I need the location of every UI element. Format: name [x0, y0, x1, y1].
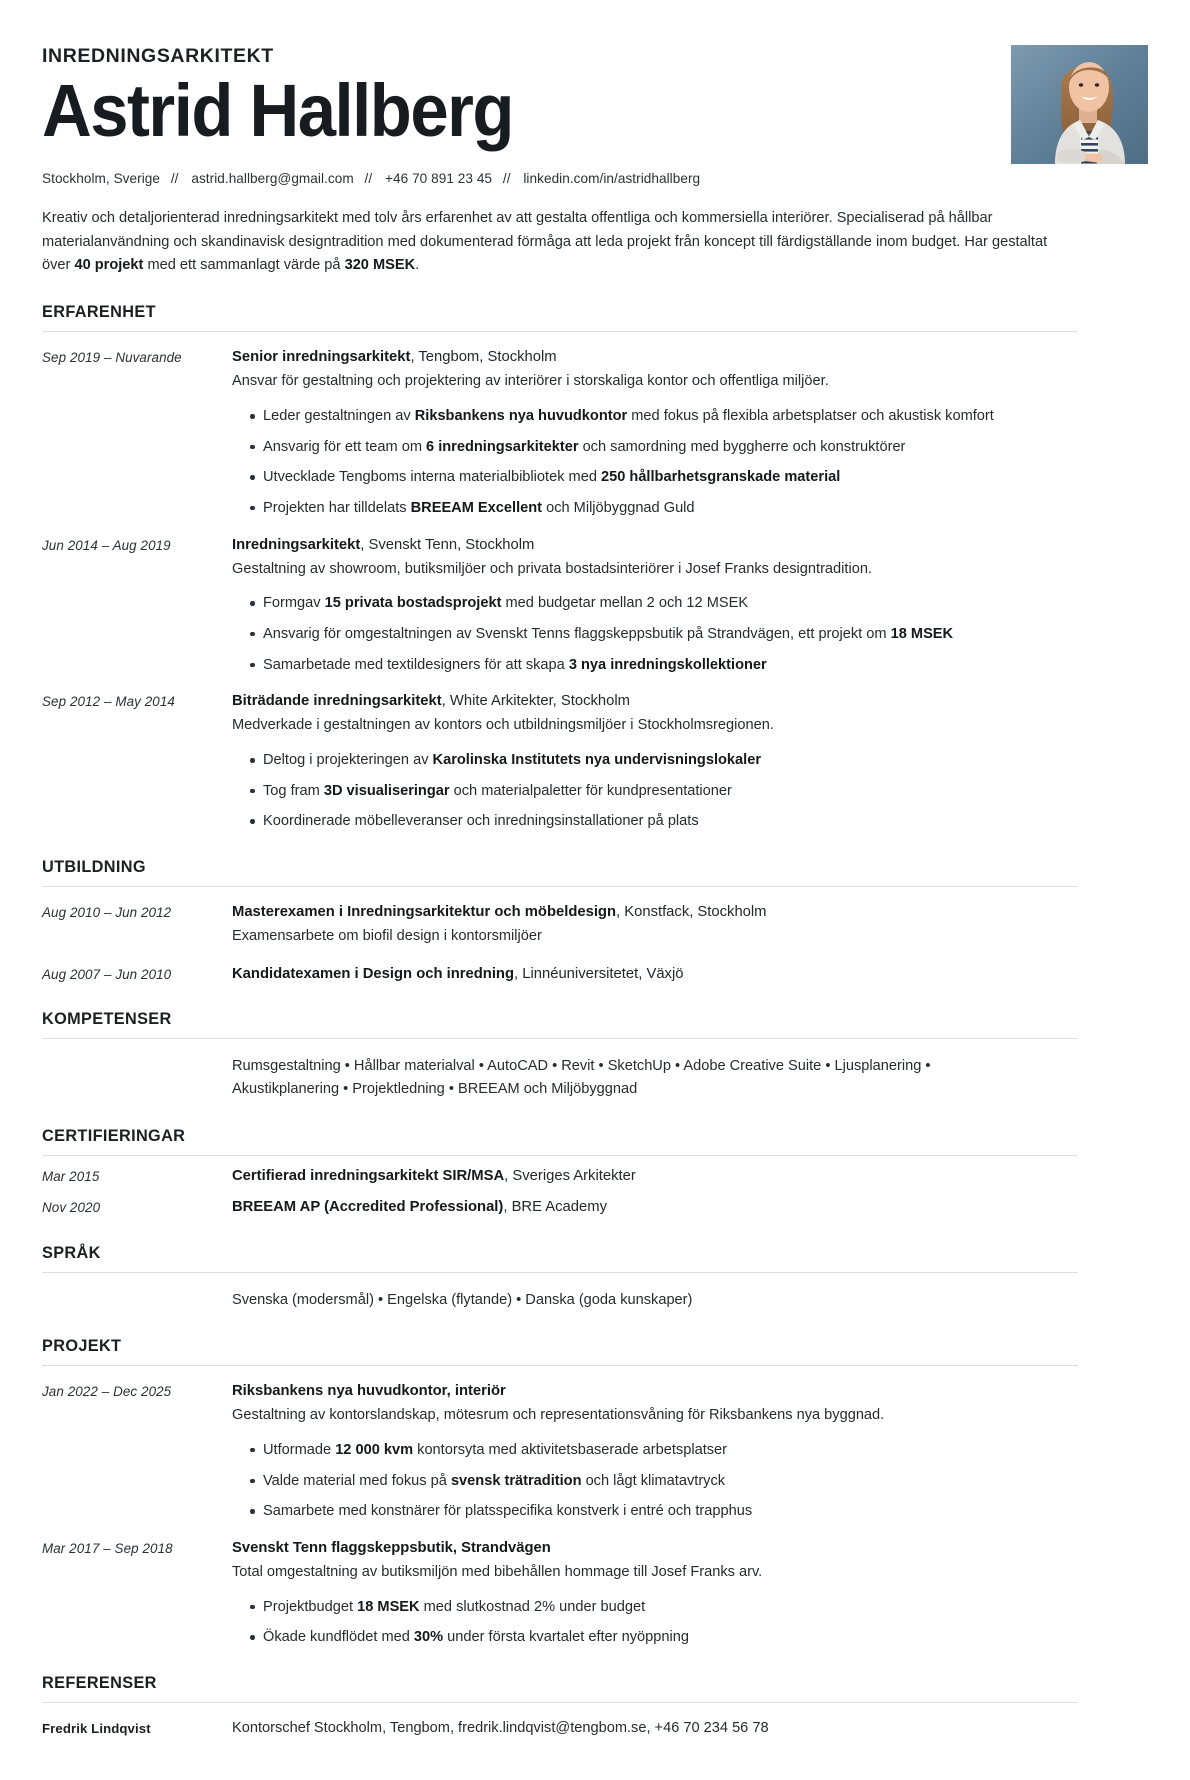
entry-title: Senior inredningsarkitekt, Tengbom, Stockholm [232, 349, 557, 366]
resume-entry [42, 1156, 1078, 1187]
section-title-education: UTBILDNING [42, 857, 146, 876]
entry-title: Biträdande inredningsarkitekt, White Arkitekter, Stockholm [232, 693, 630, 710]
section-title-experience: ERFARENHET [42, 303, 156, 322]
entry-bullet: Koordinerade möbelleveranser och inredningsinstallationer på plats [232, 810, 1078, 833]
entry-description: Total omgestaltning av butiksmiljön med bibehållen hommage till Josef Franks arv. [232, 1563, 763, 1580]
highlight-text: 12 000 kvm [335, 1441, 414, 1458]
entry-description: Gestaltning av kontorslandskap, mötesrum och representationsvåning för Riksbankens nya byggnad. [232, 1407, 885, 1424]
highlight-text: BREEAM Excellent [410, 499, 543, 516]
entry-body [232, 534, 1078, 677]
contact-separator: // [502, 170, 511, 186]
resume-entry [42, 1523, 1078, 1649]
section-title-references: REFERENSER [42, 1673, 157, 1692]
section-references [42, 1674, 1078, 1741]
certification-entry-list [42, 1156, 1078, 1218]
contact-separator: // [364, 170, 373, 186]
reference-entry-list [42, 1703, 1078, 1741]
entry-date: Sep 2012 – May 2014 [42, 694, 175, 710]
languages-list: Svenska (modersmål) • Engelska (flytande) • Danska (goda kunskaper) [232, 1291, 693, 1308]
highlight-text: 320 MSEK [344, 257, 416, 274]
section-certifications [42, 1127, 1078, 1218]
profile-summary: Kreativ och detaljorienterad inredningsarkitekt med tolv års erfarenhet av att gestalta offentliga och kommersiella interiörer. Specialiserad på hållbar materialanvändning och skandinavisk designtradition med dokumenterad förmåga att leda projekt från koncept till färdigställande inom budget. Har gestaltat över 40 projekt med ett sammanlagt värde på 320 MSEK. [42, 209, 1048, 274]
entry-bullet-list [232, 749, 1078, 833]
entry-bullet-list [232, 592, 1078, 676]
skills-entry [42, 1039, 1078, 1102]
entry-title: Certifierad inredningsarkitekt SIR/MSA, Sveriges Arkitekter [232, 1168, 636, 1185]
entry-title: BREEAM AP (Accredited Professional), BRE Academy [232, 1199, 607, 1216]
highlight-text: 18 MSEK [357, 1598, 420, 1615]
entry-body [232, 1196, 1078, 1218]
entry-bullet: Leder gestaltningen av Riksbankens nya huvudkontor med fokus på flexibla arbetsplatser och akustisk komfort [232, 405, 1078, 428]
entry-description: Examensarbete om biofil design i kontorsmiljöer [232, 928, 542, 945]
section-title-projects: PROJEKT [42, 1337, 122, 1356]
contact-location: Stockholm, Sverige [42, 170, 161, 186]
entry-title-strong: Inredningsarkitekt [232, 536, 361, 553]
entry-bullet: Ökade kundflödet med 30% under första kvartalet efter nyöppning [232, 1626, 1078, 1649]
skills-spacer [42, 1055, 232, 1057]
highlight-text: Riksbankens nya huvudkontor [414, 408, 628, 425]
entry-date: Mar 2017 – Sep 2018 [42, 1540, 173, 1556]
entry-title-strong: Svenskt Tenn flaggskeppsbutik, Strandvägen [232, 1539, 551, 1556]
reference-entry [42, 1703, 1078, 1741]
entry-body [232, 963, 1078, 985]
section-title-languages: SPRÅK [42, 1243, 101, 1262]
highlight-text: 30% [413, 1629, 444, 1646]
entry-title-strong: Senior inredningsarkitekt [232, 349, 411, 366]
entry-body [232, 1537, 1078, 1649]
entry-title-strong: Certifierad inredningsarkitekt SIR/MSA [232, 1168, 505, 1185]
contact-linkedin[interactable]: linkedin.com/in/astridhallberg [523, 170, 701, 186]
highlight-text: Karolinska Institutets nya undervisningslokaler [432, 752, 761, 768]
entry-body [232, 901, 1078, 949]
entry-date: Aug 2010 – Jun 2012 [42, 904, 172, 920]
entry-bullet-list [232, 1439, 1078, 1523]
entry-bullet-list [232, 1596, 1078, 1649]
reference-details: Kontorschef Stockholm, Tengbom, fredrik.lindqvist@tengbom.se, +46 70 234 56 78 [232, 1719, 769, 1736]
entry-bullet-list [232, 405, 1078, 519]
entry-date: Nov 2020 [42, 1200, 101, 1216]
section-title-certifications: CERTIFIERINGAR [42, 1127, 186, 1146]
entry-description: Gestaltning av showroom, butiksmiljöer och privata bostadsinteriörer i Josef Franks designtradition. [232, 560, 872, 577]
experience-entry-list [42, 332, 1078, 833]
entry-title [232, 1380, 1078, 1402]
entry-title: Masterexamen i Inredningsarkitektur och möbeldesign, Konstfack, Stockholm [232, 903, 767, 920]
contact-email[interactable]: astrid.hallberg@gmail.com [191, 170, 354, 186]
section-education [42, 858, 1078, 985]
entry-title-strong: Biträdande inredningsarkitekt [232, 693, 442, 710]
resume-header [42, 40, 1078, 278]
entry-title-strong: Masterexamen i Inredningsarkitektur och möbeldesign [232, 903, 617, 920]
entry-date: Aug 2007 – Jun 2010 [42, 966, 172, 982]
entry-title: Kandidatexamen i Design och inredning, Linnéuniversitetet, Växjö [232, 965, 684, 982]
entry-bullet: Deltog i projekteringen av Karolinska Institutets nya undervisningslokaler [232, 749, 1078, 772]
entry-body [232, 1717, 1078, 1741]
entry-bullet: Projektbudget 18 MSEK med slutkostnad 2% under budget [232, 1596, 1078, 1619]
profile-photo-image [1011, 45, 1148, 164]
entry-description: Medverkade i gestaltningen av kontors och utbildningsmiljöer i Stockholmsregionen. [232, 717, 774, 734]
section-experience [42, 303, 1078, 833]
entry-title-strong: Kandidatexamen i Design och inredning [232, 965, 515, 982]
highlight-text: 250 hållbarhetsgranskade material [601, 469, 841, 486]
profile-photo [1011, 45, 1148, 164]
entry-body [232, 690, 1078, 833]
entry-description: Ansvar för gestaltning och projektering av interiörer i storskaliga kontor och offentliga miljöer. [232, 373, 829, 390]
entry-bullet: Ansvarig för omgestaltningen av Svenskt Tenns flaggskeppsbutik på Strandvägen, ett projekt om 18 MSEK [232, 623, 1078, 646]
highlight-text: 18 MSEK [890, 625, 954, 642]
entry-title-strong: Riksbankens nya huvudkontor, interiör [232, 1383, 506, 1400]
job-role-title: INREDNINGSARKITEKT [42, 45, 274, 67]
contact-line [42, 171, 1078, 186]
entry-bullet: Ansvarig för ett team om 6 inredningsarkitekter och samordning med byggherre och konstruktörer [232, 436, 1078, 459]
highlight-text: 3D visualiseringar [323, 782, 450, 799]
skills-list: Rumsgestaltning • Hållbar materialval • AutoCAD • Revit • SketchUp • Adobe Creative Suite • Ljusplanering • Akustikplanering • Projektledning • BREEAM och Miljöbyggnad [232, 1057, 931, 1098]
entry-date: Jun 2014 – Aug 2019 [42, 537, 171, 553]
resume-entry [42, 949, 1078, 985]
entry-date: Sep 2019 – Nuvarande [42, 350, 182, 366]
languages-entry [42, 1273, 1078, 1313]
candidate-name: Astrid Hallberg [42, 69, 513, 153]
highlight-text: svensk trätradition [450, 1472, 582, 1489]
contact-separator: // [170, 170, 179, 186]
entry-date: Jan 2022 – Dec 2025 [42, 1384, 172, 1400]
resume-entry [42, 332, 1078, 519]
entry-bullet: Formgav 15 privata bostadsprojekt med budgetar mellan 2 och 12 MSEK [232, 592, 1078, 615]
entry-body [232, 346, 1078, 519]
highlight-text: 40 projekt [74, 257, 144, 274]
resume-entry [42, 520, 1078, 677]
resume-entry [42, 676, 1078, 833]
highlight-text: 6 inredningsarkitekter [426, 438, 579, 455]
resume-entry [42, 1187, 1078, 1218]
section-languages [42, 1244, 1078, 1313]
section-skills [42, 1010, 1078, 1102]
entry-title-strong: BREEAM AP (Accredited Professional) [232, 1199, 504, 1216]
entry-bullet: Utvecklade Tengboms interna materialbibliotek med 250 hållbarhetsgranskade material [232, 466, 1078, 489]
contact-phone[interactable]: +46 70 891 23 45 [385, 170, 493, 186]
entry-bullet: Tog fram 3D visualiseringar och materialpaletter för kundpresentationer [232, 780, 1078, 803]
education-entry-list [42, 887, 1078, 985]
entry-bullet: Samarbete med konstnärer för platsspecifika konstverk i entré och trapphus [232, 1500, 1078, 1523]
entry-bullet: Samarbetade med textildesigners för att skapa 3 nya inredningskollektioner [232, 654, 1078, 677]
entry-bullet: Projekten har tilldelats BREEAM Excellent och Miljöbyggnad Guld [232, 497, 1078, 520]
entry-bullet: Valde material med fokus på svensk trätradition och lågt klimatavtryck [232, 1470, 1078, 1493]
project-entry-list [42, 1366, 1078, 1649]
entry-title: Inredningsarkitekt, Svenskt Tenn, Stockholm [232, 536, 535, 553]
section-title-skills: KOMPETENSER [42, 1009, 172, 1028]
resume-entry [42, 1366, 1078, 1523]
languages-spacer [42, 1289, 232, 1291]
entry-title [232, 1537, 1078, 1559]
section-projects [42, 1337, 1078, 1649]
resume-entry [42, 887, 1078, 949]
entry-body [232, 1165, 1078, 1187]
highlight-text: 3 nya inredningskollektioner [568, 656, 767, 673]
entry-date: Mar 2015 [42, 1169, 100, 1185]
entry-bullet: Utformade 12 000 kvm kontorsyta med aktivitetsbaserade arbetsplatser [232, 1439, 1078, 1462]
reference-name: Fredrik Lindqvist [42, 1720, 151, 1736]
highlight-text: 15 privata bostadsprojekt [324, 595, 502, 612]
entry-body [232, 1380, 1078, 1523]
